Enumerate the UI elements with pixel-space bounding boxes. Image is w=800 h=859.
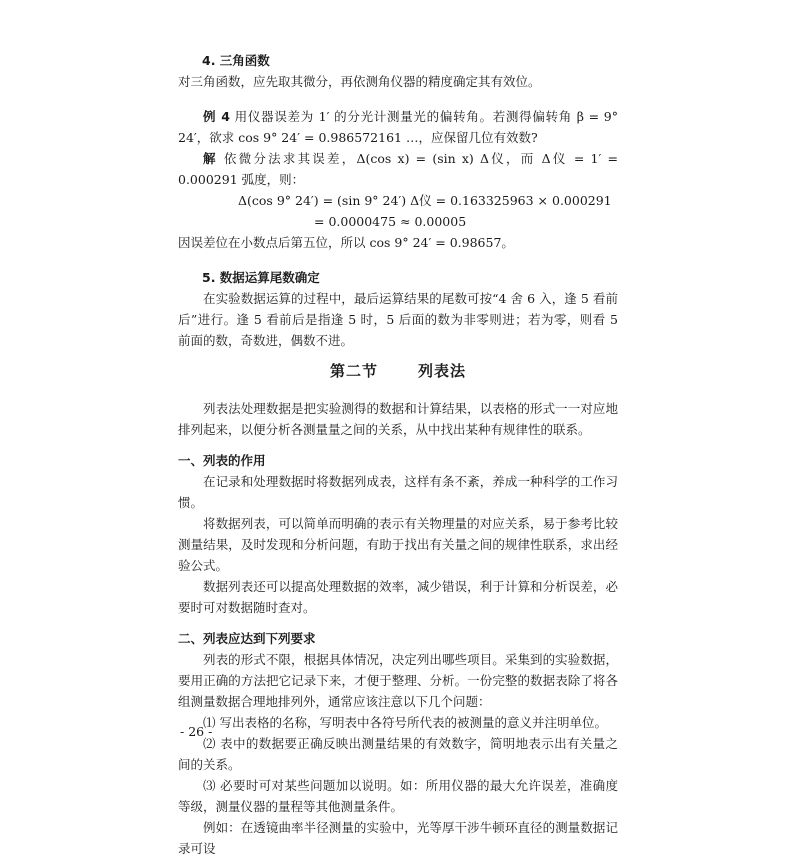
- paragraph-intro: 列表法处理数据是把实验测得的数据和计算结果，以表格的形式一一对应地排列起来，以便分析各测量量之间的关系，从中找出某种有规律性的联系。: [178, 401, 618, 437]
- part2-paragraph-1: 列表的形式不限，根据具体情况，决定列出哪些项目。采集到的实验数据，要用正确的方法把它记录下来，才便于整理、分析。一份完整的数据表除了将各组测量数据合理地排列外，通常应该注意以下几个问题：: [178, 652, 618, 709]
- formula-line-1: Δ(cos 9° 24′) = (sin 9° 24′) Δ仪 = 0.163325963 × 0.000291: [238, 193, 612, 208]
- formula-line-2: = 0.0000475 ≈ 0.00005: [314, 214, 467, 229]
- heading-trig-functions: 4. 三角函数: [202, 53, 270, 68]
- example-label: 例 4: [203, 109, 230, 124]
- part1-paragraph-2: 将数据列表，可以简单而明确的表示有关物理量的对应关系，易于参考比较测量结果，及时发现和分析问题，有助于找出有关量之间的规律性联系，求出经验公式。: [178, 516, 618, 573]
- conclusion: 因误差位在小数点后第五位，所以 cos 9° 24′ = 0.98657。: [178, 235, 514, 250]
- solution: [178, 148, 618, 190]
- part2-item-2: ⑵ 表中的数据要正确反映出测量结果的有效数字，简明地表示出有关量之间的关系。: [178, 736, 618, 772]
- paragraph-rounding: 在实验数据运算的过程中，最后运算结果的尾数可按“4 舍 6 入，逢 5 看前后”进行。逢 5 看前后是指逢 5 时，5 后面的数为非零则进；若为零，则看 5 前面的数，奇数进，偶数不进。: [178, 291, 618, 348]
- section-number: 第二节: [329, 362, 378, 380]
- heading-part-2: 二、列表应达到下列要求: [178, 631, 316, 646]
- part2-paragraph-2: 例如：在透镜曲率半径测量的实验中，光等厚干涉牛顿环直径的测量数据记录可设: [178, 820, 618, 856]
- heading-rounding: 5. 数据运算尾数确定: [202, 270, 320, 285]
- part1-paragraph-1: 在记录和处理数据时将数据列成表，这样有条不紊，养成一种科学的工作习惯。: [178, 474, 618, 510]
- part1-paragraph-3: 数据列表还可以提高处理数据的效率，减少错误，利于计算和分析误差，必要时可对数据随时查对。: [178, 579, 618, 615]
- part2-item-1: ⑴ 写出表格的名称，写明表中各符号所代表的被测量的意义并注明单位。: [203, 715, 607, 730]
- page-body: [178, 50, 618, 859]
- heading-part-1: 一、列表的作用: [178, 453, 266, 468]
- solution-label: 解: [203, 151, 218, 166]
- part2-item-3: ⑶ 必要时可对某些问题加以说明。如：所用仪器的最大允许误差，准确度等级，测量仪器的量程等其他测量条件。: [178, 778, 618, 814]
- solution-text: 依微分法求其误差，Δ(cos x) = (sin x) Δ仪，而 Δ仪 = 1′ = 0.000291 弧度，则：: [178, 151, 618, 187]
- section-name: 列表法: [418, 362, 467, 380]
- page-number: - 26 -: [180, 724, 213, 739]
- section-title: [178, 361, 618, 382]
- paragraph-trig-rule: 对三角函数，应先取其微分，再依测角仪器的精度确定其有效位。: [178, 74, 541, 89]
- example-text: 用仪器误差为 1′ 的分光计测量光的偏转角。若测得偏转角 β = 9° 24′，欲求 cos 9° 24′ = 0.986572161 …，应保留几位有效数?: [178, 109, 618, 145]
- example-4: [178, 106, 618, 148]
